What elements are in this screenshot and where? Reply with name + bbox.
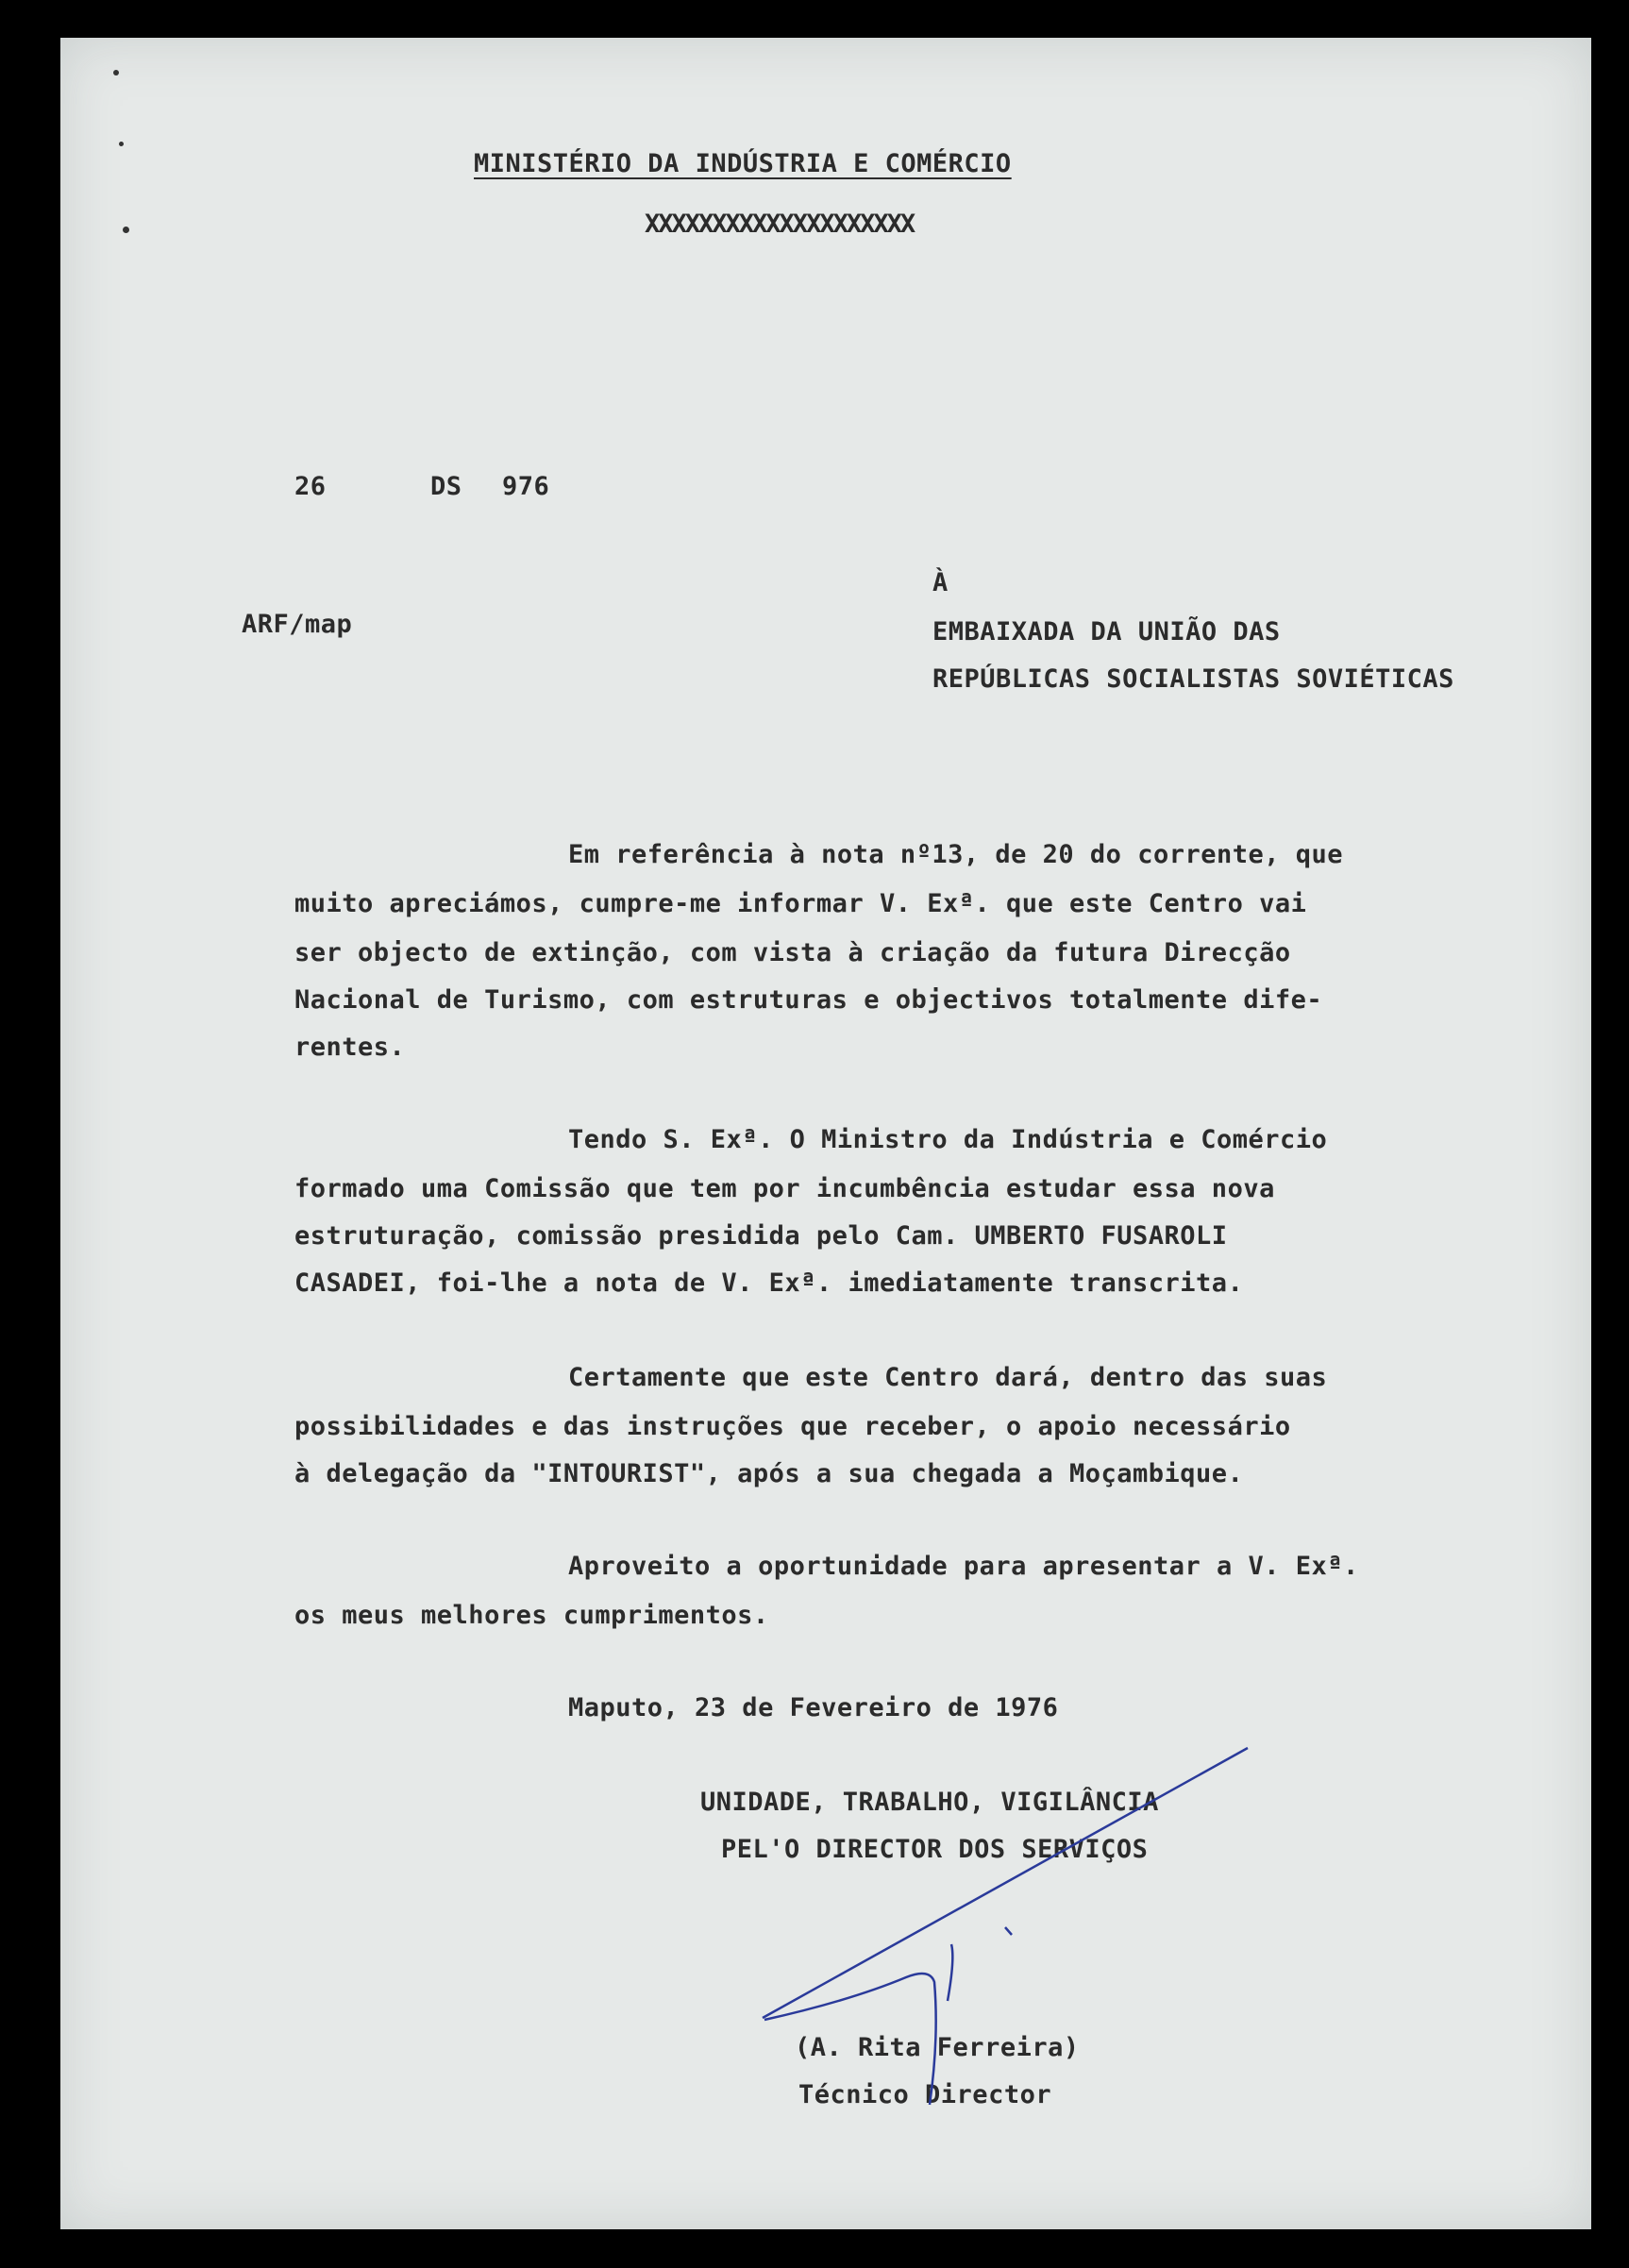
p1-line: rentes.	[294, 1033, 406, 1062]
ref-year: 976	[502, 472, 550, 501]
signature-stroke	[948, 1944, 952, 2001]
p2-line: estruturação, comissão presidida pelo Cam. UMBERTO FUSAROLI	[294, 1221, 1228, 1251]
p1-line: muito apreciámos, cumpre-me informar V. Exª. que este Centro vai	[294, 889, 1307, 918]
p3-line: Certamente que este Centro dará, dentro das suas	[568, 1363, 1328, 1392]
addressee-line-1: EMBAIXADA DA UNIÃO DAS	[932, 617, 1281, 647]
signature-stroke	[763, 1748, 1248, 2018]
place-date: Maputo, 23 de Fevereiro de 1976	[568, 1693, 1059, 1722]
p1-line: Em referência à nota nº13, de 20 do corrente, que	[568, 840, 1344, 869]
ministry-heading: MINISTÉRIO DA INDÚSTRIA E COMÉRCIO	[474, 149, 1012, 178]
p2-line: Tendo S. Exª. O Ministro da Indústria e Comércio	[568, 1125, 1328, 1154]
signatory-name: (A. Rita Ferreira)	[795, 2033, 1080, 2062]
signature-stroke	[1005, 1927, 1012, 1935]
p1-line: Nacional de Turismo, com estruturas e objectivos totalmente dife-	[294, 985, 1323, 1015]
struck-line: XXXXXXXXXXXXXXXXXXXX	[645, 210, 915, 239]
p2-line: CASADEI, foi-lhe a nota de V. Exª. imediatamente transcrita.	[294, 1268, 1244, 1298]
p3-line: possibilidades e das instruções que receber, o apoio necessário	[294, 1412, 1291, 1441]
addressee-line-2: REPÚBLICAS SOCIALISTAS SOVIÉTICAS	[932, 664, 1454, 694]
ref-code: DS	[430, 472, 462, 501]
signature-stroke	[764, 1974, 936, 2105]
p1-line: ser objecto de extinção, com vista à criação da futura Direcção	[294, 938, 1291, 967]
p4-line: os meus melhores cumprimentos.	[294, 1601, 769, 1630]
motto: UNIDADE, TRABALHO, VIGILÂNCIA	[700, 1788, 1159, 1817]
signatory-title: Técnico Director	[798, 2080, 1052, 2109]
p4-line: Aproveito a oportunidade para apresentar a V. Exª.	[568, 1552, 1359, 1581]
ref-number: 26	[294, 472, 327, 501]
p3-line: à delegação da "INTOURIST", após a sua chegada a Moçambique.	[294, 1459, 1244, 1488]
ref-initials: ARF/map	[242, 610, 353, 639]
addressee-prefix: À	[932, 568, 949, 597]
on-behalf: PEL'O DIRECTOR DOS SERVIÇOS	[721, 1835, 1149, 1864]
p2-line: formado uma Comissão que tem por incumbência estudar essa nova	[294, 1174, 1275, 1203]
